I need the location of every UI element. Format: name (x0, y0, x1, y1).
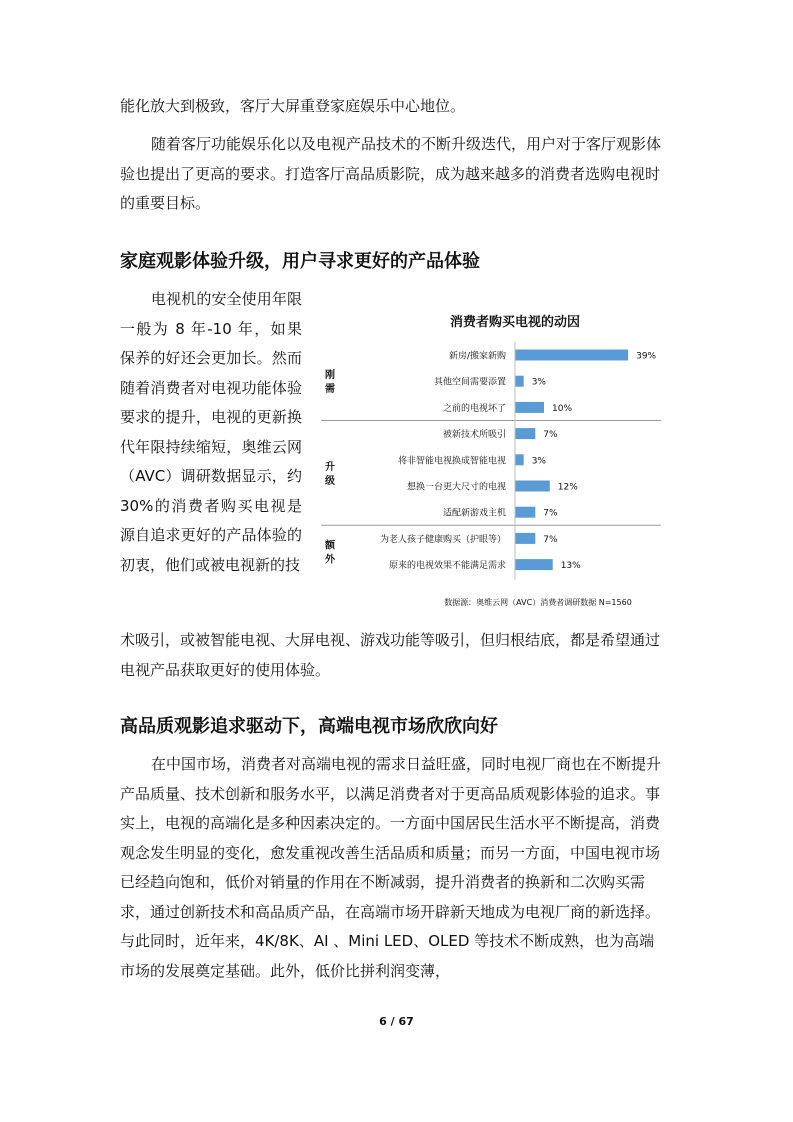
bar (515, 402, 544, 413)
paragraph-intro-end: 能化放大到极致，客厅大屏重登家庭娱乐中心地位。 (120, 97, 466, 115)
value-label: 7% (543, 534, 558, 545)
section-heading-high-end: 高品质观影追求驱动下，高端电视市场欣欣向好 (120, 716, 498, 737)
chart-title: 消费者购买电视的动因 (449, 315, 581, 330)
chart-body (321, 342, 661, 580)
category-label: 想换一台更大尺寸的电视 (406, 482, 506, 493)
bar (515, 428, 535, 439)
category-label: 被新技术所吸引 (442, 430, 506, 441)
paragraph-tv-lifespan: 电视机的安全使用年限一般为 8 年-10 年，如果保养的好还会更加长。然而随着消费者对电视功能体验要求的提升，电视的更新换代年限持续缩短，奥维云网（AVC）调研数据显示，约 30%的消费者购买电视是源自追求更好的产品体验的初衷，他们或被电视新的技 (120, 290, 302, 574)
group-label: 额 (325, 540, 335, 552)
paragraph-living-room: 随着客厅功能娱乐化以及电视产品技术的不断升级迭代，用户对于客厅观影体验也提出了更高的要求。打造客厅高品质影院，成为越来越多的消费者选购电视时的重要目标。 (120, 135, 662, 212)
value-label: 10% (552, 403, 573, 414)
value-label: 13% (560, 561, 581, 572)
group-label: 刚 (325, 370, 335, 382)
value-label: 12% (557, 482, 578, 493)
value-label: 7% (543, 430, 558, 441)
page-number: 6 / 67 (379, 1015, 414, 1028)
bar (515, 533, 535, 544)
category-label: 其他空间需要添置 (433, 377, 506, 388)
bar (515, 350, 628, 361)
bar (515, 481, 550, 492)
category-label: 将非智能电视换成智能电视 (397, 456, 506, 467)
chart-source: 数据源：奥维云网（AVC）消费者调研数据 N=1560 (444, 598, 632, 607)
value-label: 7% (543, 508, 558, 519)
bar (515, 376, 524, 387)
value-label: 3% (531, 377, 546, 388)
group-label: 级 (325, 475, 335, 487)
bar (515, 454, 524, 465)
category-label: 原来的电视效果不能满足需求 (388, 561, 506, 572)
category-label: 适配新游戏主机 (442, 508, 506, 519)
bar (515, 559, 553, 570)
group-label: 需 (325, 384, 335, 396)
group-label: 外 (325, 554, 335, 566)
paragraph-high-end-market: 在中国市场，消费者对高端电视的需求日益旺盛，同时电视厂商也在不断提升产品质量、技术创新和服务水平，以满足消费者对于更高品质观影体验的追求。事实上，电视的高端化是多种因素决定的。一方面中国居民生活水平不断提高，消费观念发生明显的变化，愈发重视改善生活品质和质量；而另一方面，中国电视市场已经趋向饱和，低价对销量的作用在不断减弱，提升消费者的换新和二次购买需求，通过创新技术和高品质产品，在高端市场开辟新天地成为电视厂商的新选择。与此同时，近年来，4K/8K、AI 、Mini LED、OLED 等技术不断成熟，也为高端市场的发展奠定基础。此外，低价比拼利润变薄， (120, 755, 662, 980)
purchase-motivation-chart (316, 305, 666, 615)
value-label: 3% (531, 456, 546, 467)
value-label: 39% (636, 351, 657, 362)
category-label: 为老人孩子健康购买（护眼等） (379, 534, 506, 545)
group-label: 升 (325, 461, 335, 473)
paragraph-tv-lifespan-cont: 术吸引，或被智能电视、大屏电视、游戏功能等吸引，但归根结底，都是希望通过电视产品获取更好的使用体验。 (120, 631, 661, 679)
bar (515, 507, 535, 518)
category-label: 新房/搬家新购 (448, 351, 506, 362)
category-label: 之前的电视坏了 (442, 403, 506, 414)
section-heading-experience: 家庭观影体验升级，用户寻求更好的产品体验 (120, 251, 480, 272)
